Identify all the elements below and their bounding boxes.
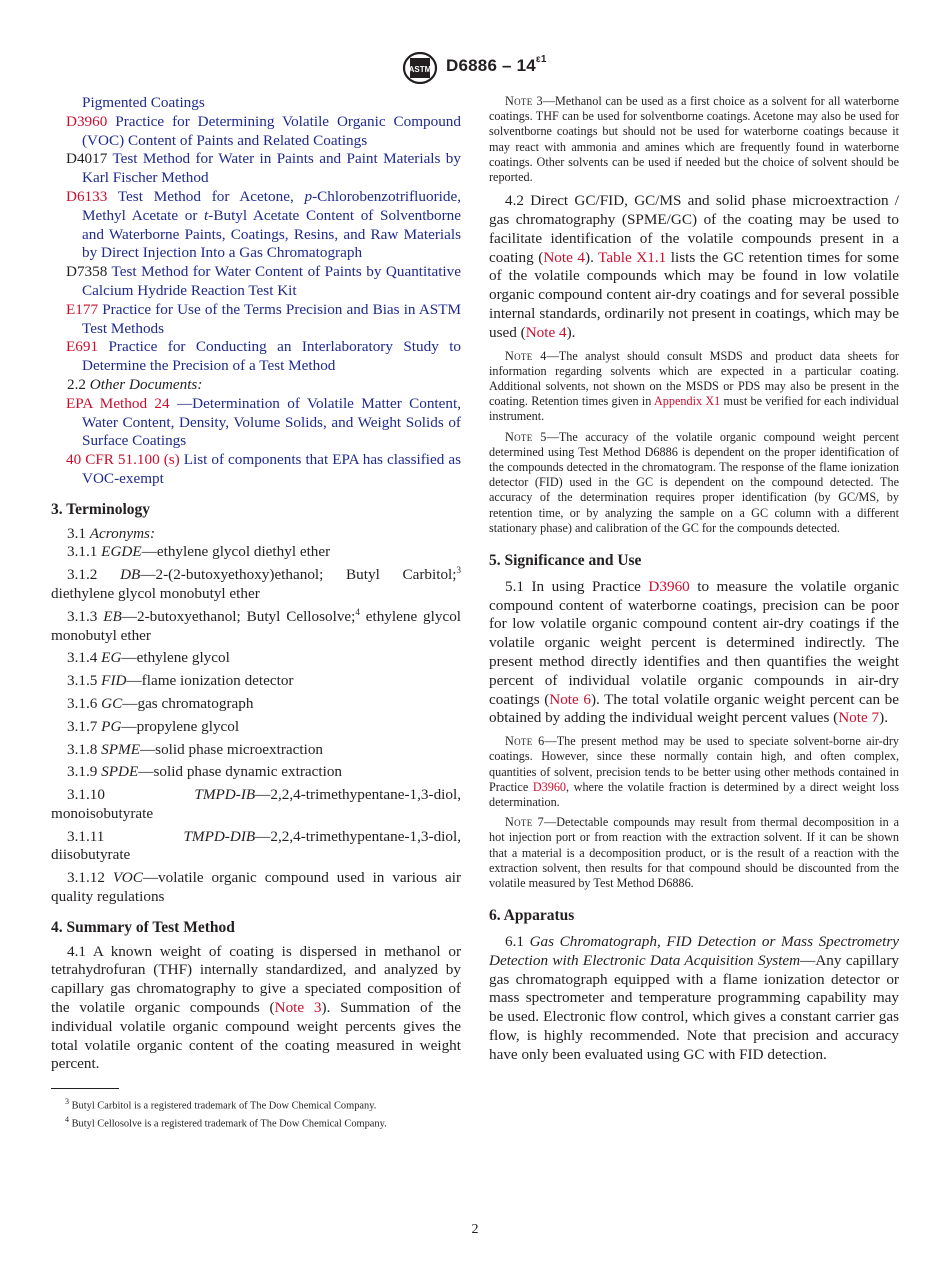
- term-spme: 3.1.8 SPME—solid phase microextraction: [67, 740, 324, 758]
- d3960-link-note6[interactable]: D3960: [532, 779, 567, 794]
- left-column: [51, 94, 461, 1130]
- reference-epa-method-24: EPA Method 24 —Determination of Volatile Matter Content, Water Content, Density, Volume Solids, and Weight Solids of Surface Coatings: [66, 394, 461, 450]
- term-tmpd-dib: 3.1.11 TMPD-DIB—2,2,4-trimethypentane-1,3-diol, diisobutyrate: [51, 827, 461, 864]
- reference-e691: E691 Practice for Conducting an Interlaboratory Study to Determine the Precision of a Test Method: [66, 338, 462, 375]
- note-4-link[interactable]: Note 4: [543, 248, 586, 266]
- ref-link-e691[interactable]: E691: [66, 338, 99, 356]
- para-6-1: 6.1 Gas Chromatograph, FID Detection or Mass Spectrometry Detection with Electronic Data Acquisition System—Any capillary gas chromatograph equipped with a flame ionization detector or mass spectrometer and temperature programming capability may be used. Electronic flow control, which gives a constant carrier gas flow, is highly recommended. Note that precision and accuracy have only been evaluated using GC with FID detection.: [489, 933, 899, 1063]
- acronyms-heading: 3.1 Acronyms:: [67, 524, 156, 542]
- ref-link-d3960[interactable]: D3960: [66, 112, 108, 130]
- para-5-1: 5.1 In using Practice D3960 to measure the volatile organic compound content of waterborne coatings, precision can be poor for low volatile organic compound content air-dry coatings if the volatile organic weight percent is determined indirectly. The present method directly identifies and then quantifies the weight percent of individual volatile organic compounds in air-dry coatings (Note 6). The total volatile organic weight percent can be obtained by adding the individual weight percent values (Note 7).: [489, 577, 899, 727]
- page-header: [0, 50, 950, 86]
- term-eg: 3.1.4 EG—ethylene glycol: [67, 649, 230, 667]
- note-4-link-2[interactable]: Note 4: [525, 323, 567, 341]
- reference-40cfr: 40 CFR 51.100 (s) List of components that EPA has classified as VOC-exempt: [66, 451, 462, 487]
- footnote-4: $^4$ Butyl Cellosolve is a registered trademark of The Dow Chemical Company.: [65, 1114, 387, 1130]
- term-eb: 3.1.3 EB—2-butoxyethanol; Butyl Cellosolve;$^4$ ethylene glycol monobutyl ether: [51, 606, 462, 644]
- ref-link-e177[interactable]: E177: [66, 300, 99, 318]
- reference-d4017: D4017 Test Method for Water in Paints and Paint Materials by Karl Fischer Method: [66, 150, 461, 187]
- term-gc: 3.1.6 GC—gas chromatograph: [67, 694, 254, 712]
- ref-link-d6133[interactable]: D6133: [66, 187, 108, 205]
- ref-link-40cfr[interactable]: 40 CFR 51.100 (s): [66, 451, 180, 469]
- note-6: Note 6—The present method may be used to speciate solvent-borne air-dry coatings. However, since these normally contain high, and often complex, quantities of solvent, precision tends to be better using other methods contained in Practice D3960, where the volatile fraction is determined by a direct weight loss determination.: [489, 734, 899, 810]
- note-7-link[interactable]: Note 7: [838, 709, 880, 727]
- term-spde: 3.1.9 SPDE—solid phase dynamic extraction: [67, 763, 343, 781]
- term-tmpd-ib: 3.1.10 TMPD-IB—2,2,4-trimethypentane-1,3-diol, monoisobutyrate: [51, 786, 461, 822]
- ref-link-epa-method-24[interactable]: EPA Method 24: [66, 394, 170, 412]
- note-7: Note 7—Detectable compounds may result from thermal decomposition in a hot injection port or from reaction with the extraction solvent. If it can be shown that a material is a decomposition product, or is the result of a reaction with the extraction solvent, then results for that compound should be discounted from the volatile measured by Test Method D6886.: [489, 815, 899, 891]
- document-designation: $D6886 - 14^{\varepsilon 1}$: [446, 54, 547, 75]
- term-pg: 3.1.7 PG—propylene glycol: [67, 717, 240, 735]
- section-6-heading: 6. Apparatus: [489, 907, 575, 925]
- term-voc: 3.1.12 VOC—volatile organic compound used in various air quality regulations: [51, 869, 462, 906]
- note-5: Note 5—The accuracy of the volatile organic compound weight percent determined using Test Method D6886 is dependent on the proper identification of the compounds detected in the chromatogram. The response of the flame ionization detector (FID) used in the GC is dependent on the compound detected. The accuracy of the determination requires proper identification (by GC/MS, by retention time, or by analyzing the sample on a GC column with a different stationary phase) and calibration of the GC for the compounds detected.: [489, 429, 899, 535]
- right-column: [489, 94, 899, 1065]
- appendix-x1-link[interactable]: Appendix X1: [654, 394, 721, 409]
- para-4-1: 4.1 A known weight of coating is dispersed in methanol or tetrahydrofuran (THF) internally standardized, and analyzed by capillary gas chromatography to give a speciated composition of the volatile organic compounds (Note 3). Summation of the individual volatile organic compound weight percents gives the total volatile organic content of the coating measured in weight percent.: [51, 942, 461, 1073]
- note-3-link[interactable]: Note 3: [274, 999, 322, 1017]
- section-4-heading: 4. Summary of Test Method: [51, 918, 235, 936]
- table-x1-1-link[interactable]: Table X1.1: [598, 248, 667, 266]
- reference-continuation: Pigmented Coatings: [82, 94, 205, 111]
- reference-e177: E177 Practice for Use of the Terms Precision and Bias in ASTM Test Methods: [66, 300, 462, 337]
- term-db: 3.1.2 DB—2-(2-butoxyethoxy)ethanol; Butyl Carbitol;$^3$ diethylene glycol monobutyl ether: [51, 565, 461, 602]
- reference-d3960: D3960 Practice for Determining Volatile Organic Compound (VOC) Content of Paints and Related Coatings: [66, 112, 461, 149]
- svg-text:ASTM: ASTM: [408, 65, 432, 74]
- note-3: Note 3—Methanol can be used as a first choice as a solvent for all waterborne coatings. THF can be used for solventborne coatings. Acetone may also be used for solventborne coatings but should not be used for waterborne coatings because it may react with ammonia and amines which are frequently found in waterborne coatings. Other solvents can be used if needed but the choice of solvent should be reported.: [489, 94, 899, 185]
- footnote-3: $^3$ Butyl Carbitol is a registered trademark of The Dow Chemical Company.: [65, 1097, 377, 1112]
- section-5-heading: 5. Significance and Use: [489, 552, 642, 570]
- other-documents-heading: 2.2 Other Documents:: [67, 375, 203, 393]
- term-fid: 3.1.5 FID—flame ionization detector: [67, 672, 294, 690]
- reference-d7358: D7358 Test Method for Water Content of Paints by Quantitative Calcium Hydride Reaction Test Kit: [66, 263, 461, 299]
- astm-logo-icon: [402, 52, 438, 84]
- note-4: Note 4—The analyst should consult MSDS and product data sheets for information regarding solvents which are expected in a particular coating. Additional solvents, not shown on the MSDS or PDS may also be present in the coating. Retention times given in Appendix X1 must be verified for each individual instrument.: [489, 348, 899, 424]
- term-egde: 3.1.1 EGDE—ethylene glycol diethyl ether: [67, 543, 331, 561]
- note-6-link[interactable]: Note 6: [549, 690, 591, 708]
- section-3-heading: 3. Terminology: [51, 500, 151, 518]
- page-number: 2: [471, 1222, 479, 1237]
- para-4-2: 4.2 Direct GC/FID, GC/MS and solid phase microextraction / gas chromatography (SPME/GC) of the coating may be used to facilitate identification of the volatile compounds present in a coating (Note 4). Table X1.1 lists the GC retention times for some of the volatile compounds which may be found in low volatile organic compound content air-dry coatings and for several possible internal standards, ordinarily not present in coatings, which may be used (Note 4).: [489, 192, 899, 341]
- d3960-link[interactable]: D3960: [648, 577, 690, 595]
- reference-d6133: D6133 Test Method for Acetone, p-Chlorobenzotrifluoride, Methyl Acetate or t-Butyl Acetate Content of Solventborne and Waterborne Paints, Coatings, Resins, and Raw Materials by Direct Injection Into a Gas Chromatograph: [66, 187, 462, 262]
